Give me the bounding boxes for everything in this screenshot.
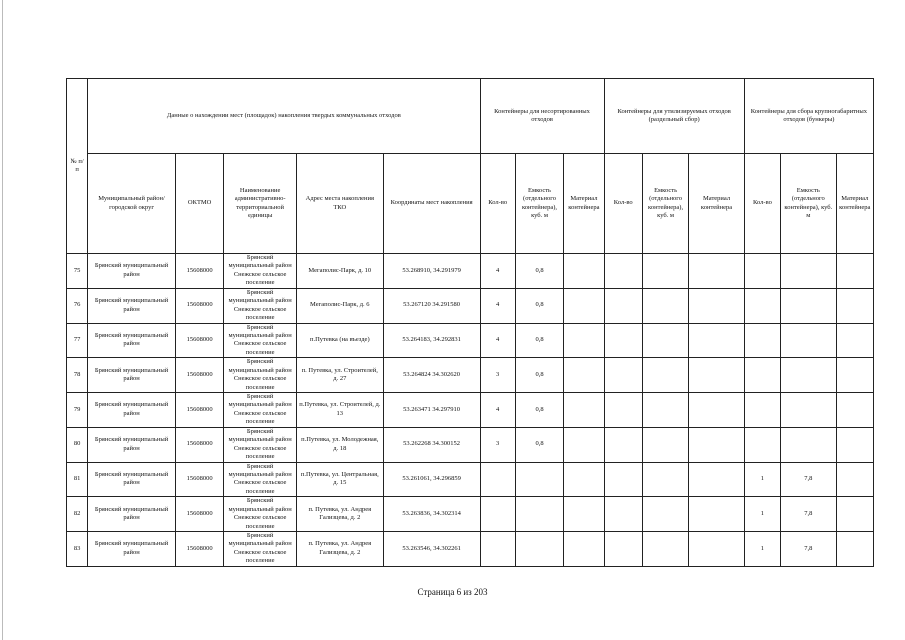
cell-unsorted-qty: 4 [480, 323, 515, 358]
cell-unsorted-qty: 4 [480, 288, 515, 323]
cell-separate-capacity [642, 254, 688, 289]
cell-separate-qty [604, 358, 642, 393]
cell-separate-capacity [642, 462, 688, 497]
cell-territory: Брянский муниципальный район Снежское сельское поселение [224, 532, 297, 567]
cell-separate-material [689, 427, 745, 462]
cell-separate-capacity [642, 393, 688, 428]
cell-bulky-qty [744, 427, 780, 462]
cell-separate-capacity [642, 532, 688, 567]
cell-unsorted-qty [480, 532, 515, 567]
cell-oktmo: 15608000 [175, 254, 223, 289]
cell-coords: 53.267120 34.291580 [383, 288, 480, 323]
header-address: Адрес места накопления ТКО [296, 154, 383, 254]
cell-unsorted-qty: 3 [480, 427, 515, 462]
cell-separate-qty [604, 532, 642, 567]
cell-territory: Брянский муниципальный район Снежское сельское поселение [224, 462, 297, 497]
cell-coords: 53.261061, 34.296859 [383, 462, 480, 497]
cell-address: Мегаполис-Парк, д. 10 [296, 254, 383, 289]
cell-territory: Брянский муниципальный район Снежское сельское поселение [224, 393, 297, 428]
row-number: 83 [67, 532, 88, 567]
header-oktmo: ОКТМО [175, 154, 223, 254]
row-number: 82 [67, 497, 88, 532]
cell-bulky-qty [744, 323, 780, 358]
cell-separate-material [689, 462, 745, 497]
cell-territory: Брянский муниципальный район Снежское сельское поселение [224, 427, 297, 462]
cell-oktmo: 15608000 [175, 427, 223, 462]
cell-separate-capacity [642, 323, 688, 358]
cell-unsorted-capacity: 0,8 [515, 393, 563, 428]
header-bulky-material: Материал контейнера [836, 154, 873, 254]
cell-separate-qty [604, 497, 642, 532]
page-number: Страница 6 из 203 [417, 587, 488, 597]
cell-separate-capacity [642, 427, 688, 462]
cell-territory: Брянский муниципальный район Снежское сельское поселение [224, 497, 297, 532]
cell-territory: Брянский муниципальный район Снежское сельское поселение [224, 323, 297, 358]
cell-separate-qty [604, 254, 642, 289]
header-bulky-qty: Кол-во [744, 154, 780, 254]
cell-unsorted-material [564, 254, 604, 289]
cell-district: Брянский муниципальный район [88, 393, 176, 428]
cell-unsorted-capacity: 0,8 [515, 358, 563, 393]
cell-address: п.Путевка, ул. Строителей, д. 13 [296, 393, 383, 428]
header-district: Муниципальный район/городской округ [88, 154, 176, 254]
cell-unsorted-qty [480, 462, 515, 497]
cell-bulky-material [836, 497, 873, 532]
cell-separate-capacity [642, 358, 688, 393]
cell-address: п.Путевка, ул. Молодежная, д. 18 [296, 427, 383, 462]
table-row [67, 532, 874, 567]
row-number: 81 [67, 462, 88, 497]
cell-bulky-capacity [781, 358, 836, 393]
cell-unsorted-qty: 3 [480, 358, 515, 393]
cell-district: Брянский муниципальный район [88, 358, 176, 393]
row-number: 79 [67, 393, 88, 428]
cell-unsorted-capacity: 0,8 [515, 323, 563, 358]
cell-bulky-material [836, 358, 873, 393]
cell-unsorted-qty: 4 [480, 393, 515, 428]
table-row [67, 254, 874, 289]
header-coords: Координаты мест накопления [383, 154, 480, 254]
table-row [67, 462, 874, 497]
cell-separate-material [689, 288, 745, 323]
cell-separate-qty [604, 323, 642, 358]
cell-oktmo: 15608000 [175, 532, 223, 567]
row-number: 77 [67, 323, 88, 358]
cell-bulky-qty [744, 393, 780, 428]
cell-unsorted-qty [480, 497, 515, 532]
table-row [67, 323, 874, 358]
cell-separate-qty [604, 462, 642, 497]
cell-address: п.Путевка (на въезде) [296, 323, 383, 358]
cell-coords: 53.262268 34.300152 [383, 427, 480, 462]
header-group-separate: Контейнеры для утилизируемых отходов (раздельный сбор) [604, 79, 744, 154]
cell-oktmo: 15608000 [175, 462, 223, 497]
cell-district: Брянский муниципальный район [88, 288, 176, 323]
cell-unsorted-material [564, 497, 604, 532]
cell-unsorted-material [564, 358, 604, 393]
cell-address: п. Путевка, ул. Строителей, д. 27 [296, 358, 383, 393]
cell-unsorted-capacity: 0,8 [515, 427, 563, 462]
header-group-unsorted: Контейнеры для несортированных отходов [480, 79, 604, 154]
cell-oktmo: 15608000 [175, 393, 223, 428]
cell-bulky-capacity: 7,8 [781, 462, 836, 497]
cell-territory: Брянский муниципальный район Снежское сельское поселение [224, 254, 297, 289]
cell-address: Мегаполис-Парк, д. 6 [296, 288, 383, 323]
header-separate-material: Материал контейнера [689, 154, 745, 254]
header-group-location: Данные о нахождении мест (площадок) накопления твердых коммунальных отходов [88, 79, 480, 154]
cell-unsorted-material [564, 288, 604, 323]
cell-bulky-qty: 1 [744, 497, 780, 532]
cell-separate-qty [604, 427, 642, 462]
page-edge [2, 0, 3, 640]
waste-sites-table [66, 78, 874, 567]
cell-separate-capacity [642, 497, 688, 532]
cell-bulky-material [836, 393, 873, 428]
cell-separate-material [689, 393, 745, 428]
header-group-bulky: Контейнеры для сбора крупногабаритных отходов (бункеры) [744, 79, 873, 154]
cell-separate-qty [604, 288, 642, 323]
cell-bulky-capacity [781, 393, 836, 428]
cell-unsorted-material [564, 323, 604, 358]
cell-unsorted-capacity: 0,8 [515, 254, 563, 289]
cell-bulky-qty [744, 288, 780, 323]
row-number: 76 [67, 288, 88, 323]
cell-unsorted-capacity [515, 497, 563, 532]
cell-bulky-capacity [781, 427, 836, 462]
table-row [67, 427, 874, 462]
cell-coords: 53.268910, 34.291979 [383, 254, 480, 289]
cell-bulky-qty: 1 [744, 462, 780, 497]
table-row [67, 358, 874, 393]
cell-bulky-qty [744, 358, 780, 393]
table-row [67, 497, 874, 532]
cell-unsorted-material [564, 427, 604, 462]
header-bulky-capacity: Емкость (отдельного контейнера), куб. м [781, 154, 836, 254]
cell-unsorted-capacity: 0,8 [515, 288, 563, 323]
cell-coords: 53.263836, 34.302314 [383, 497, 480, 532]
cell-district: Брянский муниципальный район [88, 427, 176, 462]
cell-bulky-capacity: 7,8 [781, 497, 836, 532]
cell-district: Брянский муниципальный район [88, 532, 176, 567]
header-unsorted-material: Материал контейнера [564, 154, 604, 254]
cell-bulky-capacity [781, 323, 836, 358]
cell-separate-capacity [642, 288, 688, 323]
row-number: 80 [67, 427, 88, 462]
row-number: 78 [67, 358, 88, 393]
cell-bulky-material [836, 427, 873, 462]
cell-bulky-material [836, 288, 873, 323]
cell-unsorted-capacity [515, 532, 563, 567]
cell-separate-material [689, 358, 745, 393]
cell-oktmo: 15608000 [175, 288, 223, 323]
cell-coords: 53.263546, 34.302261 [383, 532, 480, 567]
cell-district: Брянский муниципальный район [88, 462, 176, 497]
cell-address: п. Путевка, ул. Андрея Гализцева, д. 2 [296, 532, 383, 567]
cell-separate-qty [604, 393, 642, 428]
cell-bulky-qty [744, 254, 780, 289]
cell-address: п.Путевка, ул. Центральная, д. 15 [296, 462, 383, 497]
cell-bulky-capacity [781, 288, 836, 323]
row-number: 75 [67, 254, 88, 289]
cell-bulky-capacity [781, 254, 836, 289]
header-unsorted-capacity: Емкость (отдельного контейнера), куб. м [515, 154, 563, 254]
cell-separate-material [689, 497, 745, 532]
header-num: № п/п [67, 79, 88, 254]
header-unsorted-qty: Кол-во [480, 154, 515, 254]
cell-bulky-material [836, 323, 873, 358]
cell-territory: Брянский муниципальный район Снежское сельское поселение [224, 358, 297, 393]
cell-bulky-capacity: 7,8 [781, 532, 836, 567]
header-separate-qty: Кол-во [604, 154, 642, 254]
table-row [67, 393, 874, 428]
cell-separate-material [689, 323, 745, 358]
header-row-groups [67, 79, 874, 154]
cell-unsorted-capacity [515, 462, 563, 497]
cell-coords: 53.263471 34.297910 [383, 393, 480, 428]
cell-oktmo: 15608000 [175, 358, 223, 393]
cell-district: Брянский муниципальный район [88, 323, 176, 358]
cell-unsorted-material [564, 462, 604, 497]
cell-bulky-material [836, 462, 873, 497]
cell-bulky-qty: 1 [744, 532, 780, 567]
cell-separate-material [689, 532, 745, 567]
cell-oktmo: 15608000 [175, 497, 223, 532]
cell-bulky-material [836, 254, 873, 289]
header-separate-capacity: Емкость (отдельного контейнера), куб. м [642, 154, 688, 254]
cell-unsorted-material [564, 393, 604, 428]
cell-district: Брянский муниципальный район [88, 254, 176, 289]
cell-bulky-material [836, 532, 873, 567]
header-territory: Наименование административно-территориальной единицы [224, 154, 297, 254]
cell-unsorted-qty: 4 [480, 254, 515, 289]
cell-territory: Брянский муниципальный район Снежское сельское поселение [224, 288, 297, 323]
cell-unsorted-material [564, 532, 604, 567]
cell-coords: 53.264824 34.302620 [383, 358, 480, 393]
cell-separate-material [689, 254, 745, 289]
header-row-columns [67, 154, 874, 254]
cell-district: Брянский муниципальный район [88, 497, 176, 532]
table-row [67, 288, 874, 323]
cell-address: п. Путевка, ул. Андрея Гализцева, д. 2 [296, 497, 383, 532]
cell-coords: 53.264183, 34.292831 [383, 323, 480, 358]
cell-oktmo: 15608000 [175, 323, 223, 358]
